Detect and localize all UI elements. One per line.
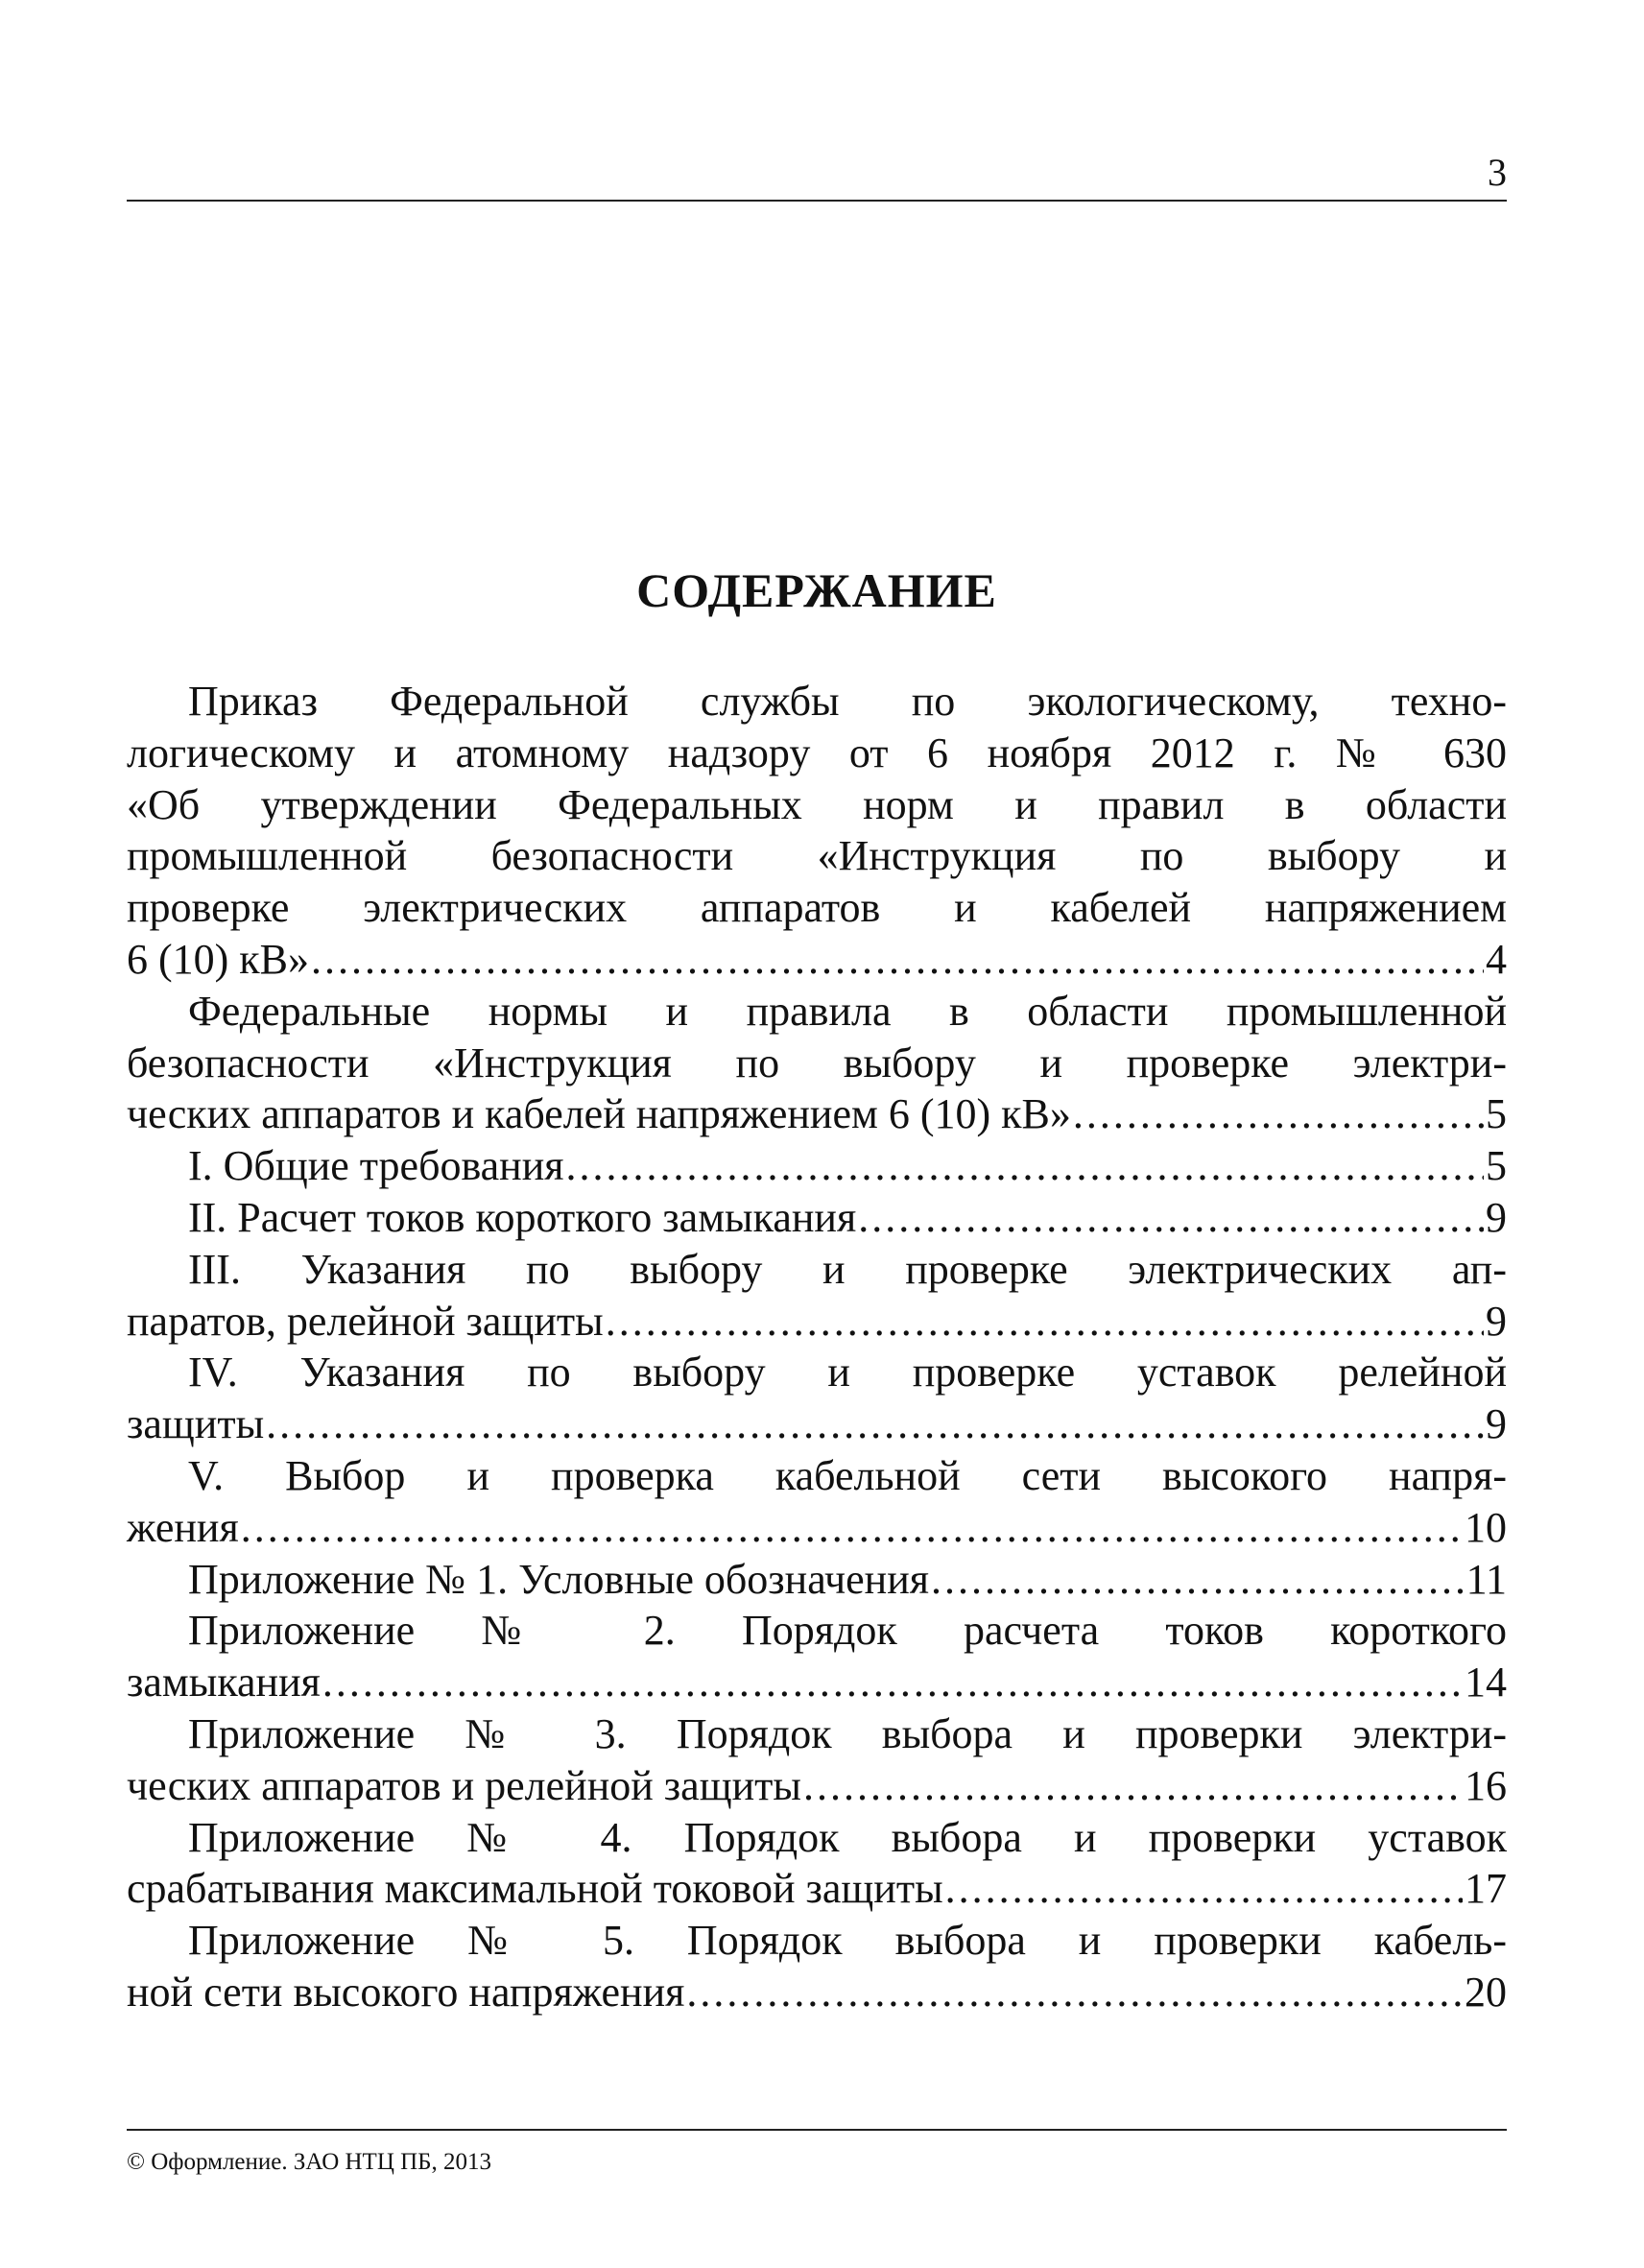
toc-entry <box>127 1347 1507 1450</box>
toc-entry-line: логическому и атомному надзору от 6 ноября 2012 г. № 630 <box>127 728 1507 776</box>
page-number: 3 <box>1488 151 1507 194</box>
toc-entry-line: Федеральные нормы и правила в области промышленной <box>188 987 1507 1035</box>
toc-entry-line: Приложение № 2. Порядок расчета токов короткого <box>188 1607 1507 1655</box>
toc-entry-text: ной сети высокого напряжения <box>127 1968 685 2016</box>
toc-page-number: 4 <box>1486 935 1507 983</box>
toc-entry <box>127 1140 1507 1192</box>
toc-page-number: 10 <box>1465 1503 1507 1551</box>
toc-page-number: 11 <box>1465 1555 1507 1603</box>
toc-entry <box>127 1554 1507 1606</box>
toc-page-number: 9 <box>1486 1193 1507 1241</box>
toc-entry <box>127 986 1507 1140</box>
toc-entry-text: ческих аппаратов и релейной защиты <box>127 1761 801 1809</box>
footer-rule <box>127 2129 1507 2131</box>
toc-entry-last-line <box>127 1088 1507 1140</box>
toc-entry-last-line <box>127 934 1507 986</box>
toc-entry-last-line <box>127 1657 1507 1708</box>
dot-leader <box>945 1863 1463 1915</box>
dot-leader <box>241 1502 1463 1554</box>
toc-entry-text: защиты <box>127 1400 265 1448</box>
toc-entry-last-line <box>127 1554 1507 1606</box>
toc-entry-text: Приложение № 1. Условные обозначения <box>188 1555 929 1603</box>
page-title: СОДЕРЖАНИЕ <box>636 563 997 617</box>
toc-entry-last-line <box>127 1140 1507 1192</box>
toc-entry-last-line <box>127 1296 1507 1348</box>
dot-leader <box>803 1760 1463 1812</box>
toc-entry-text: срабатывания максимальной токовой защиты <box>127 1865 943 1913</box>
toc-entry-text: жения <box>127 1503 239 1551</box>
toc-entry <box>127 676 1507 986</box>
toc-entry-line: промышленной безопасности «Инструкция по выбору и <box>127 832 1507 880</box>
dot-leader <box>606 1296 1484 1348</box>
header-rule <box>127 200 1507 202</box>
toc-entry-last-line <box>127 1863 1507 1915</box>
toc-entry-text: паратов, релейной защиты <box>127 1297 604 1345</box>
toc-entry <box>127 1192 1507 1244</box>
toc-entry-line: V. Выбор и проверка кабельной сети высокого напря- <box>188 1451 1507 1499</box>
toc-page-number: 14 <box>1465 1659 1507 1707</box>
toc-page-number: 5 <box>1486 1090 1507 1138</box>
toc-entry-last-line <box>127 1967 1507 2018</box>
toc-entry-line: III. Указания по выбору и проверке электрических ап- <box>188 1245 1507 1293</box>
dot-leader <box>266 1398 1484 1450</box>
toc-entry <box>127 1244 1507 1348</box>
toc-entry-text: ческих аппаратов и кабелей напряжением 6 (10) кВ» <box>127 1090 1071 1138</box>
toc-entry-line: безопасности «Инструкция по выбору и проверке электри- <box>127 1039 1507 1086</box>
toc-entry-text: замыкания <box>127 1659 321 1707</box>
toc-page-number: 16 <box>1465 1761 1507 1809</box>
copyright-footer: © Оформление. ЗАО НТЦ ПБ, 2013 <box>127 2149 492 2175</box>
toc-entry-last-line <box>127 1398 1507 1450</box>
toc-entry <box>127 1812 1507 1916</box>
toc-entry <box>127 1915 1507 2018</box>
dot-leader <box>1073 1088 1484 1140</box>
toc-entry-line: Приложение № 5. Порядок выбора и проверки кабель- <box>188 1917 1507 1965</box>
toc-entry-line: проверке электрических аппаратов и кабелей напряжением <box>127 884 1507 932</box>
toc-page-number: 5 <box>1486 1142 1507 1190</box>
toc-entry-line: IV. Указания по выбору и проверке уставок релейной <box>188 1349 1507 1397</box>
toc-entry-line: Приказ Федеральной службы по экологическому, техно- <box>188 678 1507 725</box>
toc-entry-last-line <box>127 1760 1507 1812</box>
table-of-contents <box>127 676 1507 2018</box>
toc-entry-last-line <box>127 1502 1507 1554</box>
toc-entry <box>127 1708 1507 1812</box>
toc-entry-text: I. Общие требования <box>188 1142 564 1190</box>
toc-entry <box>127 1605 1507 1708</box>
dot-leader <box>311 934 1484 986</box>
toc-entry-last-line <box>127 1192 1507 1244</box>
dot-leader <box>322 1657 1463 1708</box>
toc-page-number: 17 <box>1465 1865 1507 1913</box>
toc-entry <box>127 1450 1507 1554</box>
toc-entry-line: «Об утверждении Федеральных норм и правил в области <box>127 780 1507 828</box>
dot-leader <box>686 1967 1463 2018</box>
toc-page-number: 9 <box>1486 1297 1507 1345</box>
toc-entry-line: Приложение № 3. Порядок выбора и проверки электри- <box>188 1709 1507 1757</box>
toc-page-number: 20 <box>1465 1968 1507 2016</box>
dot-leader <box>931 1554 1465 1606</box>
toc-entry-line: Приложение № 4. Порядок выбора и проверки уставок <box>188 1813 1507 1861</box>
dot-leader <box>858 1192 1484 1244</box>
toc-page-number: 9 <box>1486 1400 1507 1448</box>
toc-entry-text: 6 (10) кВ» <box>127 935 310 983</box>
toc-entry-text: II. Расчет токов короткого замыкания <box>188 1193 857 1241</box>
dot-leader <box>566 1140 1484 1192</box>
